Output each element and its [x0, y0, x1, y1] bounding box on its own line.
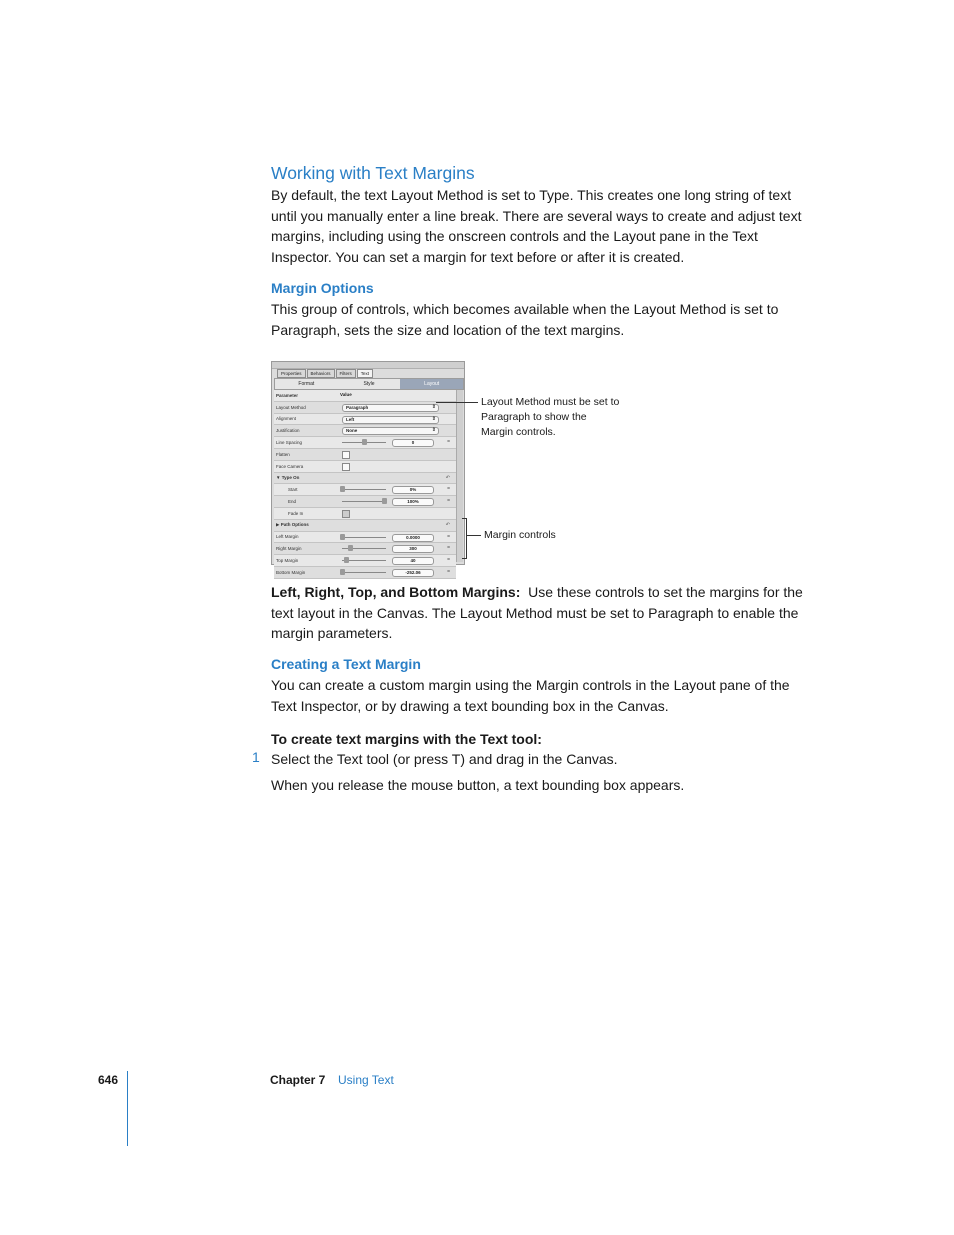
layout-method-popup[interactable]: Paragraph ⇕ [342, 404, 439, 412]
fade-in-row [274, 508, 456, 520]
justification-row [274, 425, 456, 437]
flatten-checkbox[interactable] [342, 451, 350, 459]
left-margin-label: Left Margin [276, 534, 299, 540]
end-row [274, 496, 456, 508]
top-margin-thumb[interactable] [344, 557, 349, 563]
footer-rule [127, 1071, 128, 1146]
task-title: To create text margins with the Text tool: [271, 731, 542, 747]
type-on-row [274, 473, 456, 485]
start-thumb[interactable] [340, 486, 345, 492]
fade-in-label: Fade In [288, 510, 304, 516]
line-spacing-thumb[interactable] [362, 439, 367, 445]
top-margin-label: Top Margin [276, 558, 299, 564]
face-camera-row [274, 461, 456, 473]
layout-method-callout: Layout Method must be set to Paragraph to show the Margin controls. [481, 396, 620, 438]
result-text: When you release the mouse button, a text bounding box appears. [271, 777, 685, 793]
layout-method-row [274, 402, 456, 414]
subtab-style[interactable]: Style [338, 379, 401, 389]
parameter-list [274, 390, 456, 579]
margin-options-paragraph: This group of controls, which becomes available when the Layout Method is set to Paragraph, sets the size and location of the text margins. [271, 301, 779, 338]
right-margin-row [274, 543, 456, 555]
start-slider[interactable] [342, 489, 386, 490]
type-on-label[interactable] [274, 475, 338, 480]
path-options-row [274, 520, 456, 532]
tab-properties[interactable]: Properties [277, 369, 306, 378]
justification-label: Justification [276, 428, 300, 434]
header-row [274, 390, 456, 402]
inspector-tabs [277, 369, 374, 377]
end-field[interactable]: 100% [392, 498, 434, 506]
parameter-header: Parameter [276, 392, 299, 398]
flatten-label: Flatten [276, 451, 290, 457]
creating-heading: Creating a Text Margin [271, 656, 421, 672]
margins-body: Use these controls to set the margins for the text layout in the Canvas. The Layout Method must be set to Paragraph to enable the margin parameters. [271, 584, 803, 641]
step-text: Select the Text tool (or press T) and drag in the Canvas. [271, 751, 618, 767]
top-margin-row [274, 555, 456, 567]
end-label: End [288, 499, 297, 505]
chapter-title: Using Text [338, 1073, 394, 1087]
tab-behaviors[interactable]: Behaviors [307, 369, 335, 378]
line-spacing-label: Line Spacing [276, 440, 303, 446]
subtab-layout[interactable]: Layout [400, 379, 463, 389]
type-on-text: Type On [281, 475, 300, 481]
tab-filters[interactable]: Filters [336, 369, 356, 378]
path-options-text: Path Options [280, 522, 309, 528]
end-reset-icon[interactable]: = [447, 498, 450, 505]
layout-method-callout-line [436, 402, 478, 403]
start-field[interactable]: 0% [392, 486, 434, 494]
bottom-margin-thumb[interactable] [340, 569, 345, 575]
alignment-popup[interactable]: Left ⇕ [342, 416, 439, 424]
line-spacing-field[interactable]: 0 [392, 439, 434, 447]
intro-paragraph: By default, the text Layout Method is set to Type. This creates one long string of text until you manually enter a line break. There are several ways to create and adjust text margins, including using the onscreen controls and the Layout pane in the Text Inspector. You can set a margin for text before or after it is created. [271, 187, 802, 265]
value-header: Value [340, 392, 352, 397]
right-margin-reset-icon[interactable]: = [447, 545, 450, 552]
section-title: Working with Text Margins [271, 163, 475, 183]
text-subtabs [274, 378, 464, 390]
fade-in-checkbox[interactable] [342, 510, 350, 518]
disclosure-closed-icon[interactable]: ▶ [276, 522, 281, 528]
margin-options-heading: Margin Options [271, 280, 374, 296]
justification-popup[interactable]: None ⇕ [342, 427, 439, 435]
bottom-margin-label: Bottom Margin [276, 569, 306, 575]
right-margin-thumb[interactable] [348, 545, 353, 551]
left-margin-thumb[interactable] [340, 534, 345, 540]
step-number: 1 [252, 749, 260, 765]
bottom-margin-field[interactable]: -252.06 [392, 569, 434, 577]
line-spacing-row [274, 437, 456, 449]
inspector-panel [271, 361, 465, 575]
right-margin-field[interactable]: 300 [392, 545, 434, 553]
page-number: 646 [98, 1073, 119, 1087]
line-spacing-reset-icon[interactable]: = [447, 439, 450, 446]
bottom-margin-reset-icon[interactable]: = [447, 568, 450, 575]
margin-controls-callout: Margin controls [484, 529, 556, 541]
bottom-margin-row [274, 567, 456, 579]
margin-controls-callout-line [467, 535, 481, 536]
bottom-margin-slider[interactable] [342, 572, 386, 573]
left-margin-slider[interactable] [342, 537, 386, 538]
face-camera-label: Face Camera [276, 463, 304, 469]
panel-top-bar [272, 362, 464, 369]
chapter-label: Chapter 7 [270, 1073, 326, 1087]
tab-text[interactable]: Text [357, 369, 373, 378]
end-slider[interactable] [342, 501, 386, 502]
alignment-row [274, 414, 456, 426]
alignment-label: Alignment [276, 416, 297, 422]
margin-controls-bracket [462, 518, 467, 559]
top-margin-reset-icon[interactable]: = [447, 557, 450, 564]
disclosure-open-icon[interactable]: ▼ [276, 475, 282, 481]
start-row [274, 484, 456, 496]
type-on-reset-icon[interactable]: ↶ [445, 474, 450, 481]
left-margin-field[interactable]: 0.0000 [392, 534, 434, 542]
left-margin-row [274, 532, 456, 544]
end-thumb[interactable] [382, 498, 387, 504]
start-label: Start [288, 487, 298, 493]
layout-method-label: Layout Method [276, 404, 306, 410]
margins-paragraph [271, 582, 816, 644]
face-camera-checkbox[interactable] [342, 463, 350, 471]
path-options-label[interactable] [274, 522, 338, 528]
left-margin-reset-icon[interactable]: = [447, 533, 450, 540]
creating-paragraph: You can create a custom margin using the Margin controls in the Layout pane of the Text Inspector, or by drawing a text bounding box in the Canvas. [271, 677, 790, 714]
margins-term: Left, Right, Top, and Bottom Margins: [271, 584, 521, 600]
right-margin-label: Right Margin [276, 546, 302, 552]
subtab-format[interactable]: Format [275, 379, 338, 389]
flatten-row [274, 449, 456, 461]
path-options-reset-icon[interactable]: ↶ [445, 521, 450, 528]
top-margin-field[interactable]: 40 [392, 557, 434, 565]
start-reset-icon[interactable]: = [447, 486, 450, 493]
